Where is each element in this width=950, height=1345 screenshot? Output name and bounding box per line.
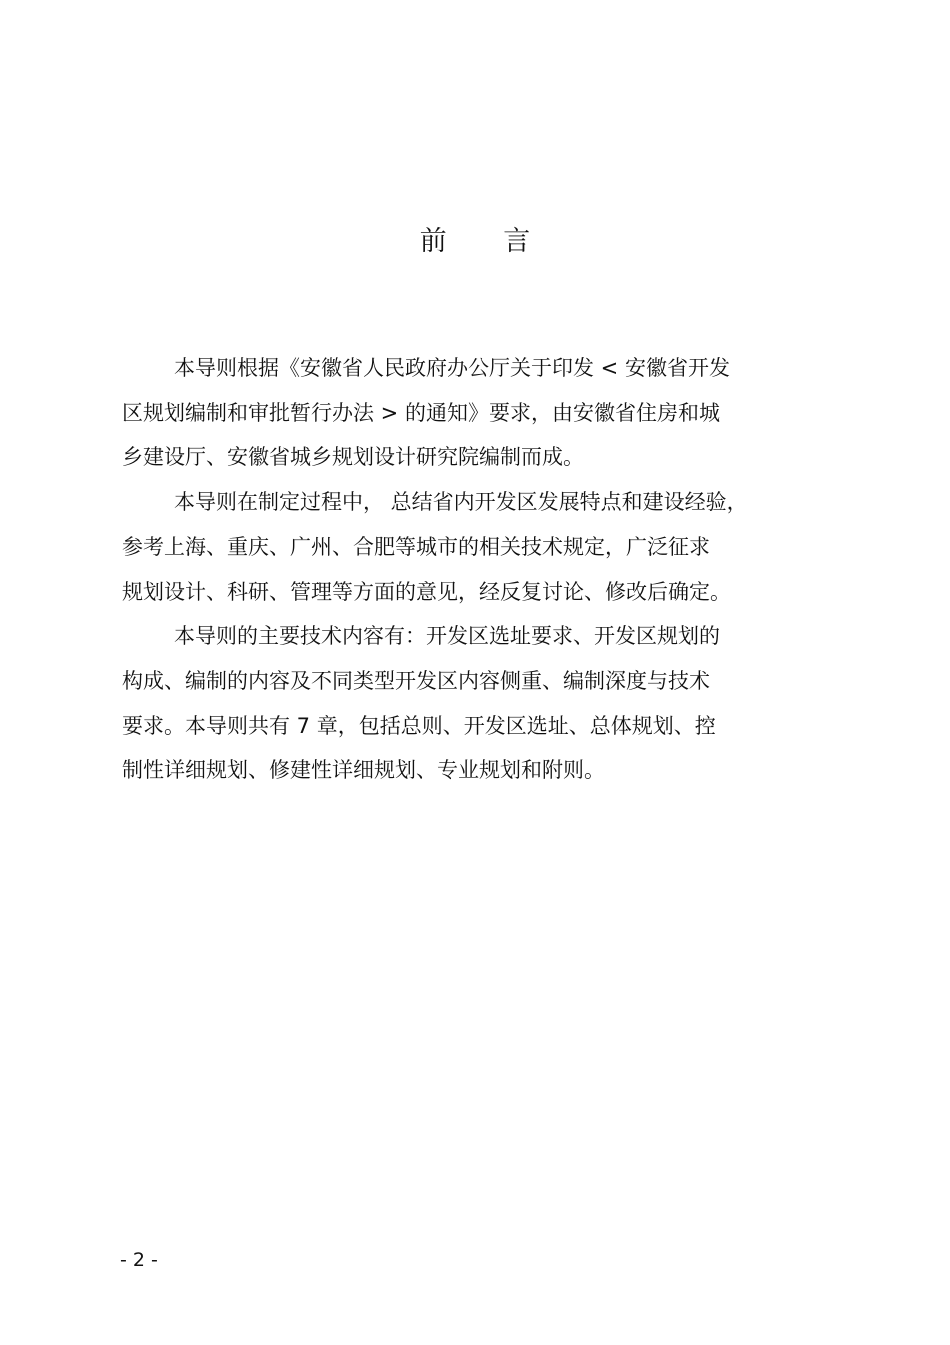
preface-body — [122, 346, 832, 793]
paragraph-1 — [122, 346, 832, 480]
page-title: 前 言 — [419, 226, 555, 257]
text-line: 本导则根据《安徽省人民政府办公厅关于印发 < 安徽省开发 — [174, 356, 730, 380]
text-line: 乡建设厅、安徽省城乡规划设计研究院编制而成。 — [122, 445, 584, 470]
text-line: 构成、编制的内容及不同类型开发区内容侧重、编制深度与技术 — [122, 668, 710, 693]
text-line: 本导则在制定过程中， 总结省内开发区发展特点和建设经验， — [174, 490, 748, 515]
page-number: - 2 - — [120, 1249, 158, 1271]
paragraph-3 — [122, 614, 832, 793]
paragraph-2 — [122, 480, 832, 614]
text-line: 区规划编制和审批暂行办法 > 的通知》要求，由安徽省住房和城 — [122, 400, 720, 425]
text-line: 本导则的主要技术内容有：开发区选址要求、开发区规划的 — [174, 624, 720, 649]
text-line: 规划设计、科研、管理等方面的意见，经反复讨论、修改后确定。 — [122, 579, 731, 604]
text-line: 要求。本导则共有 7 章，包括总则、开发区选址、总体规划、控 — [122, 713, 716, 738]
text-line: 参考上海、重庆、广州、合肥等城市的相关技术规定，广泛征求 — [122, 534, 710, 559]
text-line: 制性详细规划、修建性详细规划、专业规划和附则。 — [122, 758, 605, 783]
